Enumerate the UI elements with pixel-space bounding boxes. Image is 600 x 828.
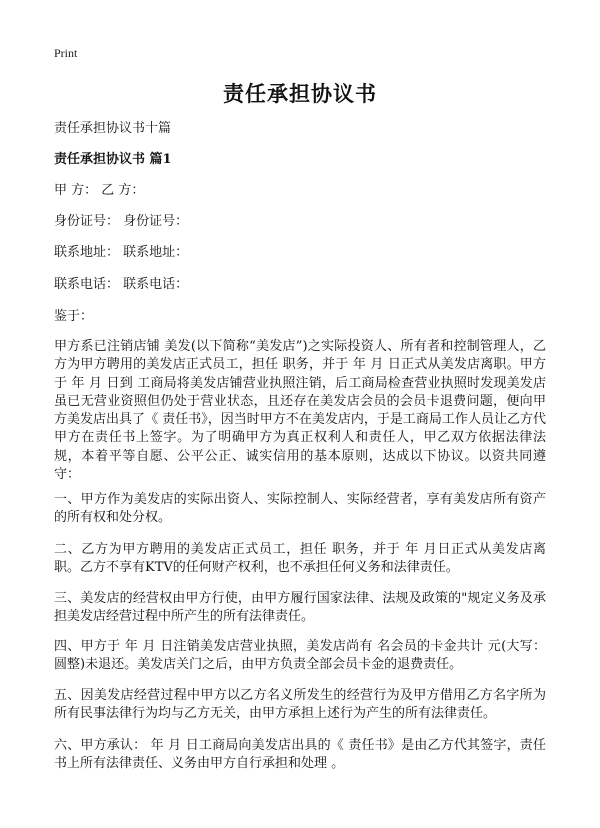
clause-2: 二、乙方为甲方聘用的美发店正式员工，担任 职务，并于 年 月日正式从美发店离职。乙方不享有KTV的任何财产权利，也不承担任何义务和法律责任。 [54,542,546,576]
document-subtitle: 责任承担协议书十篇 [54,121,172,136]
clause-3: 三、美发店的经营权由甲方行使，由甲方履行国家法律、法规及政策的"规定义务及承担美发店经营过程中所产生的所有法律责任。 [54,591,546,625]
id-number-field: 身份证号： 身份证号： [54,214,189,229]
print-label: Print [54,46,78,60]
preamble-paragraph: 甲方系已注销店铺 美发(以下简称“美发店”)之实际投资人、所有者和控制管理人，乙方为甲方聘用的美发店正式员工，担任 职务，并于 年 月 日正式从美发店离职。甲方于 年 月 日到 工商局将美发店铺营业执照注销，后工商局检查营业执照时发现美发店虽已无营业资照但仍处于营业状态，且还存在美发店会员的会员卡退费问题，便向甲方美发店出具了《 责任书》，因当时甲方不在美发店内，于是工商局工作人员让乙方代甲方在责任书上签字。为了明确甲方为真正权利人和责任人，甲乙双方依据法律法规，本着平等自愿、公平公正、诚实信用的基本原则，达成以下协议。以资共同遵守： [54,339,546,483]
clause-1: 一、甲方作为美发店的实际出资人、实际控制人、实际经营者，享有美发店所有资产的所有权和处分权。 [54,492,546,526]
clause-6: 六、甲方承认： 年 月 日工商局向美发店出具的《 责任书》是由乙方代其签字，责任书上所有法律责任、义务由甲方自行承担和处理 。 [54,738,546,772]
whereas-label: 鉴于： [54,309,94,324]
section-heading: 责任承担协议书 篇1 [54,152,172,167]
document-title: 责任承担协议书 [223,81,377,106]
phone-field: 联系电话： 联系电话： [54,277,189,292]
clause-4: 四、甲方于 年 月 日注销美发店营业执照，美发店尚有 名会员的卡金共计 元(大写： 圆整)未退还。美发店关门之后，由甲方负责全部会员卡金的退费责任。 [54,639,546,673]
address-field: 联系地址： 联系地址： [54,245,189,260]
party-names-field: 甲 方： 乙 方： [54,183,145,198]
clause-5: 五、因美发店经营过程中甲方以乙方名义所发生的经营行为及甲方借用乙方名字所为所有民事法律行为均与乙方无关，由甲方承担上述行为产生的所有法律责任。 [54,688,546,722]
